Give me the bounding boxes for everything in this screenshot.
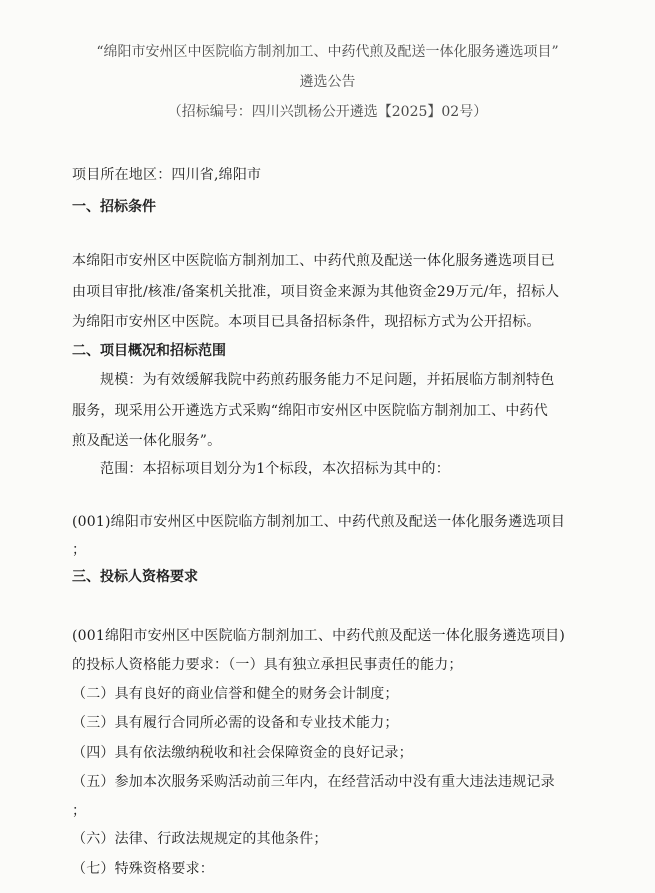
section-heading-bidder-qualifications: 三、投标人资格要求 xyxy=(72,569,198,585)
paragraph-line: 规模：为有效缓解我院中药煎药服务能力不足问题，并拓展临方制剂特色 xyxy=(100,372,555,388)
paragraph-line: 为绵阳市安州区中医院。本项目已具备招标条件，现招标方式为公开招标。 xyxy=(72,314,541,330)
qualification-item-end: ； xyxy=(72,803,87,819)
qualification-item: （二）具有良好的商业信誉和健全的财务会计制度； xyxy=(72,686,399,702)
paragraph-line: 由项目审批/核准/备案机关批准，项目资金来源为其他资金29万元/年，招标人 xyxy=(72,284,560,300)
qualification-item: （四）具有依法缴纳税收和社会保障资金的良好记录； xyxy=(72,745,413,761)
paragraph-line: 本绵阳市安州区中医院临方制剂加工、中药代煎及配送一体化服务遴选项目已 xyxy=(72,253,555,269)
section-heading-project-overview: 二、项目概况和招标范围 xyxy=(72,343,226,359)
paragraph-line: 服务，现采用公开遴选方式采购“绵阳市安州区中医院临方制剂加工、中药代 xyxy=(72,403,548,419)
qualification-intro: (001绵阳市安州区中医院临方制剂加工、中药代煎及配送一体化服务遴选项目) xyxy=(72,628,566,644)
section-heading-tender-conditions: 一、招标条件 xyxy=(72,199,156,215)
notice-title: “绵阳市安州区中医院临方制剂加工、中药代煎及配送一体化服务遴选项目” xyxy=(96,44,559,60)
lot-line-end: ； xyxy=(72,542,87,558)
qualification-item: （六）法律、行政法规规定的其他条件； xyxy=(72,831,328,847)
qualification-item: （七）特殊资格要求： xyxy=(72,861,214,877)
qualification-item: （五）参加本次服务采购活动前三年内，在经营活动中没有重大违法违规记录 xyxy=(72,774,555,790)
scope-line: 范围：本招标项目划分为1个标段，本次招标为其中的： xyxy=(100,461,450,477)
qualification-item: （三）具有履行合同所必需的设备和专业技术能力； xyxy=(72,715,399,731)
project-location: 项目所在地区：四川省,绵阳市 xyxy=(72,167,262,183)
lot-line: (001)绵阳市安州区中医院临方制剂加工、中药代煎及配送一体化服务遴选项目 xyxy=(72,514,566,530)
qualification-intro: 的投标人资格能力要求：（一）具有独立承担民事责任的能力； xyxy=(72,657,463,673)
tender-number: （招标编号：四川兴凯杨公开遴选【2025】02号） xyxy=(167,104,488,120)
paragraph-line: 煎及配送一体化服务”。 xyxy=(72,433,222,449)
notice-subtitle: 遴选公告 xyxy=(299,74,356,90)
